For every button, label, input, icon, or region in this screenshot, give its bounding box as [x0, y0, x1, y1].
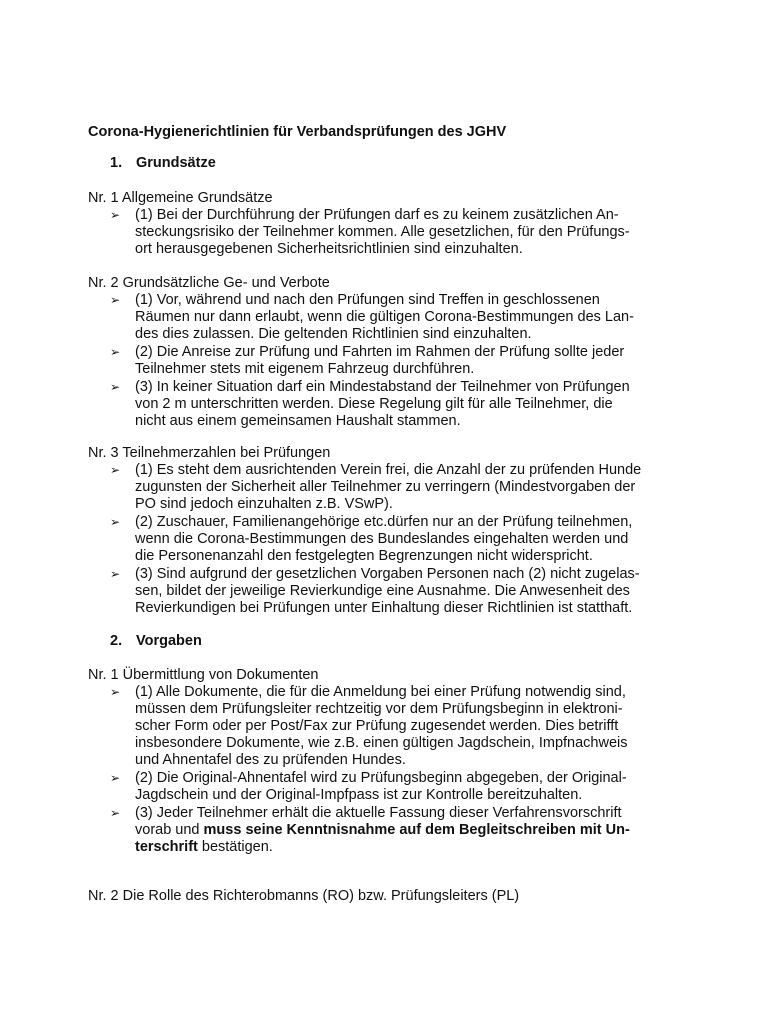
list-item	[110, 514, 680, 565]
list-item	[110, 379, 680, 430]
arrow-bullet-icon: ➢	[110, 293, 121, 307]
s1-nr1-list	[110, 207, 680, 259]
item-line: zugunsten der Sicherheit aller Teilnehmer zu verringern (Mindestvorgaben der	[135, 479, 636, 495]
item-line: (1) Es steht dem ausrichtenden Verein frei, die Anzahl der zu prüfenden Hunde	[135, 462, 642, 478]
item-line: von 2 m unterschritten werden. Diese Regelung gilt für alle Teilnehmer, die	[135, 396, 613, 412]
s2-nr1-item-2	[110, 770, 680, 804]
item-line: scher Form oder per Post/Fax zur Prüfung zugesendet werden. Dies betrifft	[135, 718, 619, 734]
arrow-bullet-icon: ➢	[110, 515, 121, 529]
section-2-number: 2.	[110, 633, 123, 649]
item-line: nicht aus einem gemeinsamen Haushalt stammen.	[135, 413, 461, 429]
item-line: die Personenanzahl den festgelegten Begrenzungen nicht widerspricht.	[135, 548, 593, 564]
arrow-bullet-icon: ➢	[110, 806, 121, 820]
item-line: sen, bildet der jeweilige Revierkundige eine Ausnahme. Die Anwesenheit des	[135, 583, 630, 599]
item-line: Jagdschein und der Original-Impfpass ist zur Kontrolle bereitzuhalten.	[135, 787, 583, 803]
s1-nr2-list	[110, 292, 680, 431]
s2-nr1-heading: Nr. 1 Übermittlung von Dokumenten	[88, 667, 319, 683]
list-item	[110, 292, 680, 343]
item-line: wenn die Corona-Bestimmungen des Bundeslandes eingehalten werden und	[135, 531, 629, 547]
item-line: (3) Sind aufgrund der gesetzlichen Vorgaben Personen nach (2) nicht zugelas-	[135, 566, 640, 582]
item-line: Revierkundigen bei Prüfungen unter Einhaltung dieser Richtlinien ist statthaft.	[135, 600, 633, 616]
arrow-bullet-icon: ➢	[110, 345, 121, 359]
arrow-bullet-icon: ➢	[110, 208, 121, 222]
item-line: steckungsrisiko der Teilnehmer kommen. Alle gesetzlichen, für den Prüfungs-	[135, 224, 630, 240]
item-line: insbesondere Dokumente, wie z.B. einen gültigen Jagdschein, Impfnachweis	[135, 735, 628, 751]
s2-nr1-item-1	[110, 684, 680, 769]
item-bold-text: muss seine Kenntnisnahme auf dem Begleitschreiben mit Un-	[203, 822, 630, 838]
s1-nr3-heading: Nr. 3 Teilnehmerzahlen bei Prüfungen	[88, 445, 331, 461]
item-line: (2) Die Anreise zur Prüfung und Fahrten im Rahmen der Prüfung sollte jeder	[135, 344, 625, 360]
item-line: (2) Die Original-Ahnentafel wird zu Prüfungsbeginn abgegeben, der Original-	[135, 770, 627, 786]
s1-nr3-list	[110, 462, 680, 618]
list-item	[110, 566, 680, 617]
section-2-heading	[110, 633, 202, 649]
s2-nr1-item-3	[110, 805, 680, 856]
item-line: (1) Vor, während und nach den Prüfungen sind Treffen in geschlossenen	[135, 292, 600, 308]
item-line: bestätigen.	[197, 839, 273, 855]
document-title: Corona-Hygienerichtlinien für Verbandsprüfungen des JGHV	[88, 124, 507, 140]
arrow-bullet-icon: ➢	[110, 685, 121, 699]
item-line: (3) Jeder Teilnehmer erhält die aktuelle Fassung dieser Verfahrensvorschrift	[135, 805, 622, 821]
list-item	[110, 207, 680, 258]
section-2-title: Vorgaben	[136, 633, 202, 649]
s1-nr1-heading: Nr. 1 Allgemeine Grundsätze	[88, 190, 273, 206]
item-line: des dies zulassen. Die geltenden Richtlinien sind einzuhalten.	[135, 326, 532, 342]
item-line: Räumen nur dann erlaubt, wenn die gültigen Corona-Bestimmungen des Lan-	[135, 309, 634, 325]
section-1-title: Grundsätze	[136, 155, 216, 171]
item-line: Teilnehmer stets mit eigenem Fahrzeug durchführen.	[135, 361, 475, 377]
arrow-bullet-icon: ➢	[110, 567, 121, 581]
s2-nr1-list	[110, 684, 680, 857]
item-line: ort herausgegebenen Sicherheitsrichtlinien sind einzuhalten.	[135, 241, 523, 257]
item-line: vorab und	[135, 822, 204, 838]
item-line: (3) In keiner Situation darf ein Mindestabstand der Teilnehmer von Prüfungen	[135, 379, 630, 395]
s2-nr2-heading: Nr. 2 Die Rolle des Richterobmanns (RO) bzw. Prüfungsleiters (PL)	[88, 888, 520, 904]
item-line: (2) Zuschauer, Familienangehörige etc.dürfen nur an der Prüfung teilnehmen,	[135, 514, 633, 530]
item-line: müssen dem Prüfungsleiter rechtzeitig vor dem Prüfungsbeginn in elektroni-	[135, 701, 623, 717]
item-line: (1) Bei der Durchführung der Prüfungen darf es zu keinem zusätzlichen An-	[135, 207, 619, 223]
item-line: PO sind jedoch einzuhalten z.B. VSwP).	[135, 496, 393, 512]
item-bold-text: terschrift	[135, 839, 198, 855]
item-line: und Ahnentafel des zu prüfenden Hundes.	[135, 752, 406, 768]
item-line: (1) Alle Dokumente, die für die Anmeldung bei einer Prüfung notwendig sind,	[135, 684, 626, 700]
arrow-bullet-icon: ➢	[110, 463, 121, 477]
section-1-heading	[110, 155, 216, 171]
s1-nr2-heading: Nr. 2 Grundsätzliche Ge- und Verbote	[88, 275, 330, 291]
list-item	[110, 344, 680, 378]
arrow-bullet-icon: ➢	[110, 771, 121, 785]
list-item	[110, 462, 680, 513]
arrow-bullet-icon: ➢	[110, 380, 121, 394]
section-1-number: 1.	[110, 155, 123, 171]
